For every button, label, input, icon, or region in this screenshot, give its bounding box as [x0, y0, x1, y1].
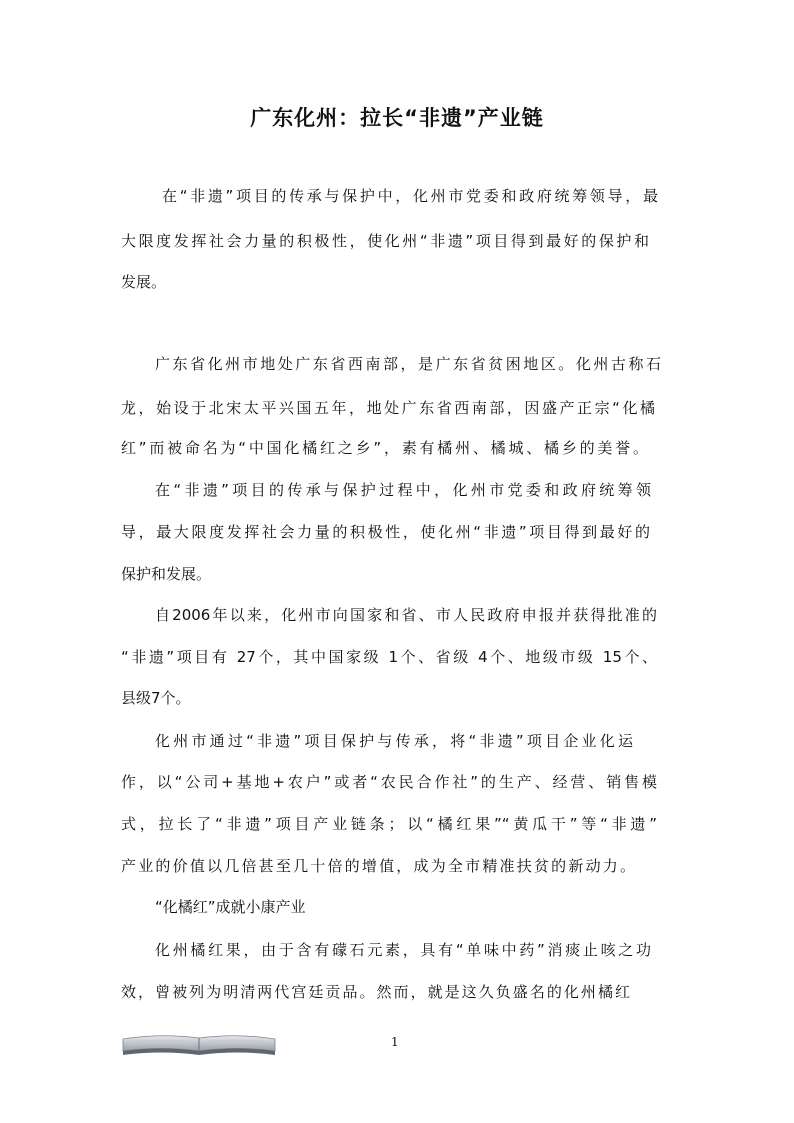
paragraph-line: “非遗”项目有 27个，其中国家级 1个、省级 4个、地级市级 15个、 — [121, 648, 657, 666]
paragraph-line: 效，曾被列为明清两代宫廷贡品。然而，就是这久负盛名的化州橘红 — [121, 983, 630, 1001]
paragraph-line: 县级7个。 — [121, 689, 191, 707]
paragraph-line: 产业的价值以几倍甚至几十倍的增值，成为全市精准扶贫的新动力。 — [121, 857, 635, 875]
section-heading: “化橘红”成就小康产业 — [155, 898, 306, 916]
paragraph-line: 导，最大限度发挥社会力量的积极性，使化州“非遗”项目得到最好的 — [121, 523, 650, 541]
paragraph-line: 在“非遗”项目的传承与保护过程中，化州市党委和政府统筹领 — [155, 481, 651, 499]
paragraph-line: 龙，始设于北宋太平兴国五年，地处广东省西南部，因盛产正宗“化橘 — [121, 399, 655, 417]
paragraph-line: 红”而被命名为“中国化橘红之乡”，素有橘州、橘城、橘乡的美誉。 — [121, 439, 648, 457]
book-icon — [121, 1033, 277, 1057]
paragraph-line: 大限度发挥社会力量的积极性，使化州“非遗”项目得到最好的保护和 — [121, 232, 649, 250]
paragraph-line: 化州橘红果，由于含有礞石元素，具有“单味中药”消痰止咳之功 — [155, 941, 651, 959]
document-title: 广东化州：拉长“非遗”产业链 — [250, 106, 544, 130]
paragraph-line: 发展。 — [121, 273, 167, 291]
paragraph-line: 式，拉长了“非遗”项目产业链条；以“橘红果”“黄瓜干”等“非遗” — [121, 815, 657, 833]
page-number: 1 — [391, 1035, 399, 1049]
paragraph-line: 在“非遗”项目的传承与保护中，化州市党委和政府统筹领导，最 — [162, 187, 658, 205]
paragraph-line: 化州市通过“非遗”项目保护与传承，将“非遗”项目企业化运 — [155, 732, 633, 750]
paragraph-line: 保护和发展。 — [121, 565, 212, 583]
paragraph-line: 自2006年以来，化州市向国家和省、市人民政府申报并获得批准的 — [155, 606, 657, 624]
paragraph-line: 广东省化州市地处广东省西南部，是广东省贫困地区。化州古称石 — [155, 355, 661, 373]
paragraph-line: 作，以“公司+基地+农户”或者“农民合作社”的生产、经营、销售模 — [121, 773, 657, 791]
